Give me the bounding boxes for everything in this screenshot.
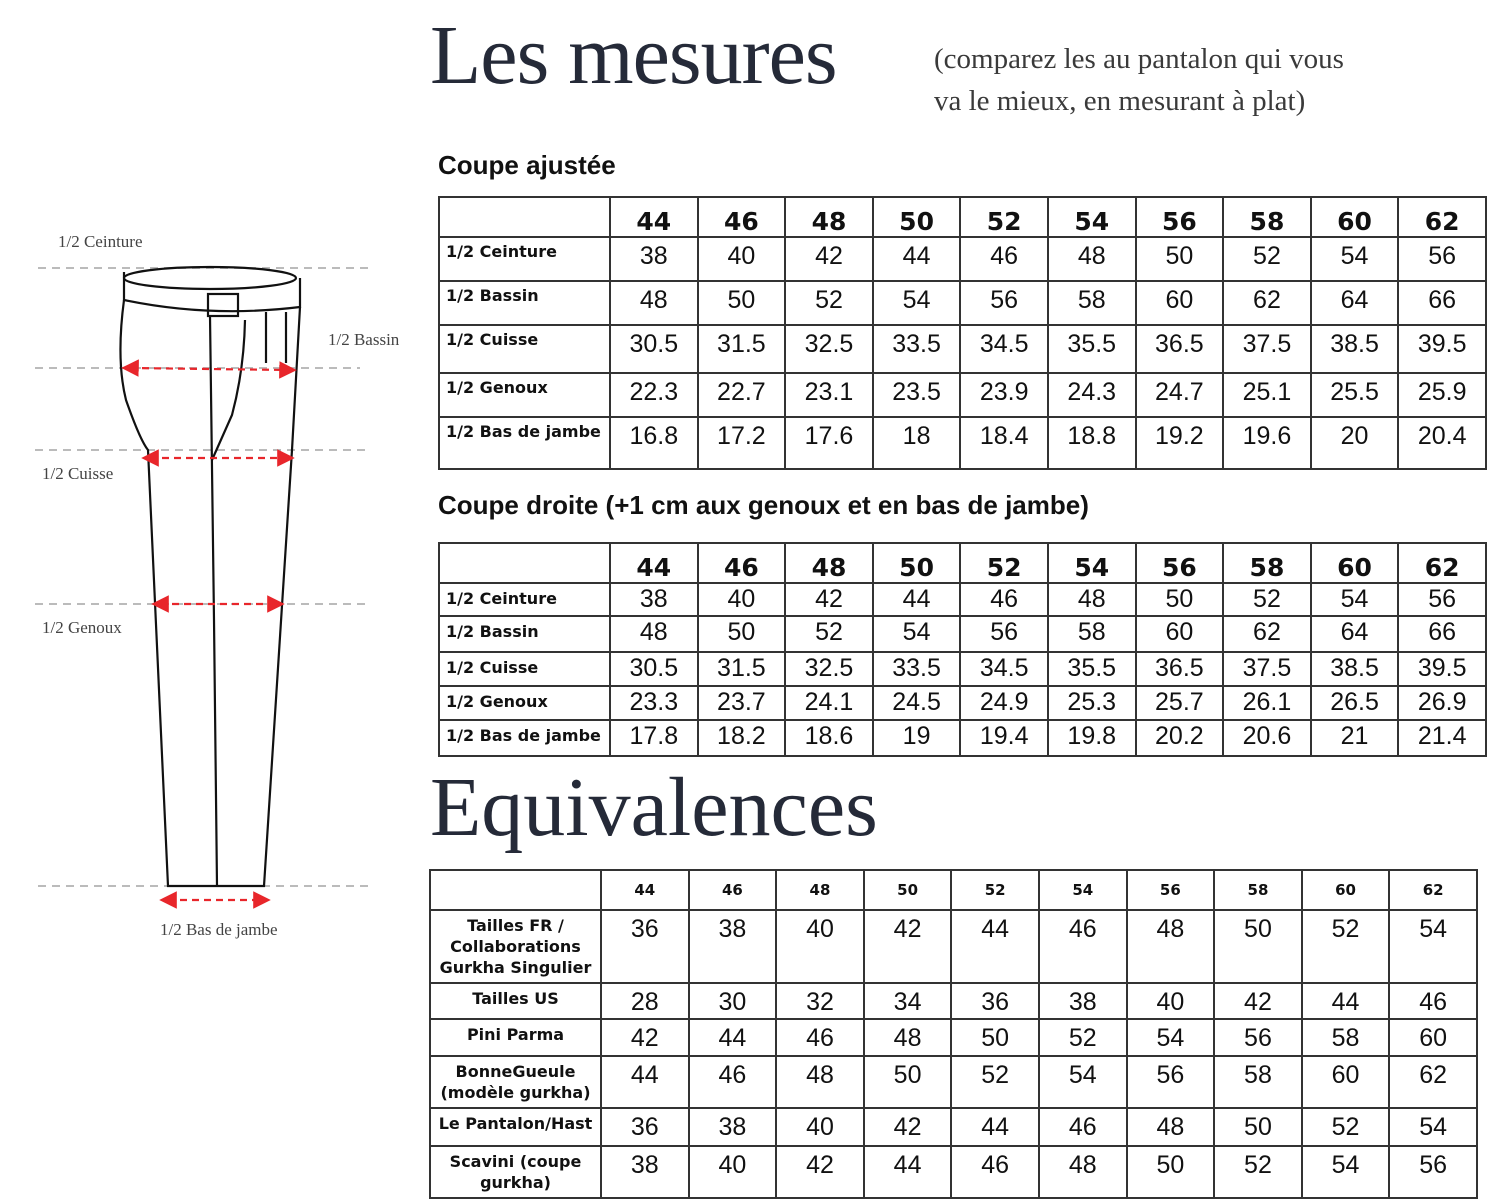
size-header: 54	[1048, 543, 1136, 583]
table-cell: 25.1	[1223, 373, 1311, 417]
table-cell: 44	[873, 583, 961, 616]
table-cell: 17.6	[785, 417, 873, 469]
size-header: 52	[951, 870, 1039, 910]
table-cell: 38	[689, 910, 777, 983]
table-cell: 18.8	[1048, 417, 1136, 469]
equivalences-title: Equivalences	[430, 761, 878, 854]
row-label: 1/2 Ceinture	[439, 583, 610, 616]
table-cell: 30	[689, 983, 777, 1019]
table-cell: 52	[1302, 1108, 1390, 1146]
table-cell: 44	[1302, 983, 1390, 1019]
table-cell: 48	[1039, 1146, 1127, 1198]
table-cell: 36	[601, 1108, 689, 1146]
size-header: 62	[1398, 543, 1486, 583]
label-bas-de-jambe: 1/2 Bas de jambe	[160, 920, 278, 939]
page-title: Les mesures	[430, 9, 837, 102]
table-cell: 32.5	[785, 325, 873, 373]
table-cell: 25.3	[1048, 686, 1136, 720]
table-cell: 25.9	[1398, 373, 1486, 417]
table-row	[430, 1108, 1477, 1146]
size-header: 60	[1311, 197, 1399, 237]
table-cell: 38	[610, 237, 698, 281]
section-title-ajustee: Coupe ajustée	[438, 150, 616, 180]
table-cell: 56	[1214, 1019, 1302, 1056]
table-cell: 48	[610, 616, 698, 652]
table-cell: 20.2	[1136, 720, 1224, 756]
table-equivalences	[429, 869, 1478, 1199]
size-header: 50	[873, 197, 961, 237]
measure-arrows	[130, 368, 288, 900]
table-cell: 25.5	[1311, 373, 1399, 417]
page-subtitle: (comparez les au pantalon qui vous va le mieux, en mesurant à plat)	[934, 43, 1344, 117]
size-header: 52	[960, 543, 1048, 583]
table-cell: 50	[1127, 1146, 1215, 1198]
size-header: 50	[873, 543, 961, 583]
table-row	[439, 616, 1486, 652]
table-cell: 36	[951, 983, 1039, 1019]
table-cell: 42	[1214, 983, 1302, 1019]
table-cell: 44	[601, 1056, 689, 1108]
table-cell: 40	[698, 237, 786, 281]
row-label: 1/2 Cuisse	[439, 325, 610, 373]
table-cell: 54	[1311, 583, 1399, 616]
table-cell: 36.5	[1136, 652, 1224, 686]
table-cell: 40	[776, 910, 864, 983]
table-row	[439, 373, 1486, 417]
table-cell: 50	[1214, 1108, 1302, 1146]
table-cell: 48	[1048, 237, 1136, 281]
table-cell: 44	[951, 1108, 1039, 1146]
table-cell: 24.9	[960, 686, 1048, 720]
table-cell: 24.1	[785, 686, 873, 720]
table-cell: 37.5	[1223, 325, 1311, 373]
table-cell: 20.4	[1398, 417, 1486, 469]
table-cell: 44	[864, 1146, 952, 1198]
table-cell: 54	[1302, 1146, 1390, 1198]
table-cell: 60	[1136, 281, 1224, 325]
table-cell: 58	[1214, 1056, 1302, 1108]
size-header: 54	[1039, 870, 1127, 910]
table-row	[439, 281, 1486, 325]
corner-cell	[430, 870, 601, 910]
table-cell: 64	[1311, 616, 1399, 652]
table-cell: 48	[610, 281, 698, 325]
trouser-outline	[120, 267, 300, 886]
table-cell: 18.4	[960, 417, 1048, 469]
table-cell: 23.7	[698, 686, 786, 720]
size-header: 60	[1311, 543, 1399, 583]
table-row	[430, 1019, 1477, 1056]
table-cell: 44	[873, 237, 961, 281]
table-cell: 50	[951, 1019, 1039, 1056]
table-cell: 64	[1311, 281, 1399, 325]
table-cell: 48	[1127, 910, 1215, 983]
size-header: 48	[776, 870, 864, 910]
row-label: 1/2 Ceinture	[439, 237, 610, 281]
table-row	[439, 652, 1486, 686]
table-cell: 46	[960, 237, 1048, 281]
table-cell: 24.3	[1048, 373, 1136, 417]
size-header: 46	[698, 543, 786, 583]
size-header: 54	[1048, 197, 1136, 237]
table-cell: 48	[1127, 1108, 1215, 1146]
table-cell: 42	[785, 237, 873, 281]
table-cell: 40	[698, 583, 786, 616]
trouser-diagram	[0, 200, 420, 960]
table-cell: 52	[1302, 910, 1390, 983]
table-cell: 38	[1039, 983, 1127, 1019]
row-label: Tailles FR / Collaborations Gurkha Singulier	[430, 910, 601, 983]
table-cell: 18.6	[785, 720, 873, 756]
table-cell: 21.4	[1398, 720, 1486, 756]
row-label: 1/2 Bassin	[439, 616, 610, 652]
table-cell: 58	[1302, 1019, 1390, 1056]
table-cell: 46	[960, 583, 1048, 616]
table-cell: 26.9	[1398, 686, 1486, 720]
table-cell: 20	[1311, 417, 1399, 469]
table-cell: 46	[1039, 910, 1127, 983]
table-cell: 54	[1039, 1056, 1127, 1108]
table-cell: 23.1	[785, 373, 873, 417]
table-cell: 31.5	[698, 325, 786, 373]
table-cell: 36	[601, 910, 689, 983]
table-cell: 56	[1398, 583, 1486, 616]
table-cell: 52	[1214, 1146, 1302, 1198]
table-cell: 56	[1127, 1056, 1215, 1108]
table-cell: 42	[864, 1108, 952, 1146]
table-cell: 54	[1389, 1108, 1477, 1146]
table-cell: 32	[776, 983, 864, 1019]
corner-cell	[439, 543, 610, 583]
size-header: 44	[610, 197, 698, 237]
row-label: Le Pantalon/Hast	[430, 1108, 601, 1146]
table-cell: 50	[1136, 583, 1224, 616]
table-cell: 18.2	[698, 720, 786, 756]
table-cell: 52	[1223, 583, 1311, 616]
table-cell: 42	[864, 910, 952, 983]
table-cell: 58	[1048, 281, 1136, 325]
size-header: 44	[610, 543, 698, 583]
table-row	[430, 1056, 1477, 1108]
table-cell: 46	[1389, 983, 1477, 1019]
row-label: 1/2 Cuisse	[439, 652, 610, 686]
label-ceinture: 1/2 Ceinture	[58, 232, 143, 251]
table-cell: 54	[873, 616, 961, 652]
table-cell: 40	[689, 1146, 777, 1198]
size-header: 62	[1398, 197, 1486, 237]
table-cell: 52	[785, 616, 873, 652]
table-cell: 38.5	[1311, 325, 1399, 373]
table-cell: 50	[698, 616, 786, 652]
table-cell: 44	[951, 910, 1039, 983]
table-cell: 17.8	[610, 720, 698, 756]
table-cell: 39.5	[1398, 325, 1486, 373]
table-cell: 38	[689, 1108, 777, 1146]
row-label: 1/2 Genoux	[439, 373, 610, 417]
table-row	[430, 910, 1477, 983]
table-cell: 30.5	[610, 325, 698, 373]
table-cell: 17.2	[698, 417, 786, 469]
table-cell: 42	[776, 1146, 864, 1198]
table-cell: 28	[601, 983, 689, 1019]
table-cell: 35.5	[1048, 652, 1136, 686]
size-header: 56	[1127, 870, 1215, 910]
table-row	[439, 583, 1486, 616]
table-row	[430, 983, 1477, 1019]
header-row	[439, 543, 1486, 583]
table-cell: 56	[1389, 1146, 1477, 1198]
table-row	[439, 325, 1486, 373]
table-cell: 26.5	[1311, 686, 1399, 720]
label-cuisse: 1/2 Cuisse	[42, 464, 114, 483]
table-row	[439, 237, 1486, 281]
table-cell: 38.5	[1311, 652, 1399, 686]
table-cell: 62	[1223, 616, 1311, 652]
table-cell: 48	[776, 1056, 864, 1108]
size-header: 48	[785, 543, 873, 583]
table-cell: 50	[1136, 237, 1224, 281]
table-cell: 50	[1214, 910, 1302, 983]
table-cell: 23.3	[610, 686, 698, 720]
size-header: 46	[689, 870, 777, 910]
table-cell: 52	[785, 281, 873, 325]
row-label: BonneGueule (modèle gurkha)	[430, 1056, 601, 1108]
table-row	[430, 1146, 1477, 1198]
table-cell: 38	[610, 583, 698, 616]
table-cell: 24.5	[873, 686, 961, 720]
table-cell: 39.5	[1398, 652, 1486, 686]
table-cell: 56	[960, 281, 1048, 325]
table-row	[439, 720, 1486, 756]
section-title-droite: Coupe droite (+1 cm aux genoux et en bas de jambe)	[438, 490, 1089, 520]
table-cell: 42	[601, 1019, 689, 1056]
table-cell: 33.5	[873, 652, 961, 686]
table-cell: 34.5	[960, 652, 1048, 686]
table-cell: 36.5	[1136, 325, 1224, 373]
header-row	[439, 197, 1486, 237]
table-cell: 16.8	[610, 417, 698, 469]
table-cell: 34	[864, 983, 952, 1019]
table-cell: 35.5	[1048, 325, 1136, 373]
size-header: 62	[1389, 870, 1477, 910]
table-cell: 19	[873, 720, 961, 756]
row-label: Scavini (coupe gurkha)	[430, 1146, 601, 1198]
table-cell: 19.2	[1136, 417, 1224, 469]
table-cell: 46	[951, 1146, 1039, 1198]
table-cell: 54	[1311, 237, 1399, 281]
table-cell: 50	[864, 1056, 952, 1108]
table-cell: 32.5	[785, 652, 873, 686]
table-cell: 34.5	[960, 325, 1048, 373]
row-label: 1/2 Bassin	[439, 281, 610, 325]
table-cell: 42	[785, 583, 873, 616]
table-cell: 40	[1127, 983, 1215, 1019]
table-cell: 60	[1136, 616, 1224, 652]
table-cell: 30.5	[610, 652, 698, 686]
table-cell: 52	[1223, 237, 1311, 281]
size-header: 58	[1223, 197, 1311, 237]
size-header: 44	[601, 870, 689, 910]
table-cell: 25.7	[1136, 686, 1224, 720]
table-droite	[438, 542, 1487, 757]
table-cell: 26.1	[1223, 686, 1311, 720]
table-cell: 66	[1398, 616, 1486, 652]
guide-lines	[35, 268, 368, 886]
table-cell: 60	[1302, 1056, 1390, 1108]
table-cell: 19.6	[1223, 417, 1311, 469]
table-cell: 48	[1048, 583, 1136, 616]
size-header: 56	[1136, 197, 1224, 237]
table-cell: 56	[1398, 237, 1486, 281]
row-label: Pini Parma	[430, 1019, 601, 1056]
table-cell: 54	[1127, 1019, 1215, 1056]
size-header: 58	[1214, 870, 1302, 910]
table-cell: 40	[776, 1108, 864, 1146]
table-cell: 44	[689, 1019, 777, 1056]
table-cell: 50	[698, 281, 786, 325]
table-cell: 62	[1389, 1056, 1477, 1108]
table-cell: 54	[1389, 910, 1477, 983]
size-header: 52	[960, 197, 1048, 237]
table-cell: 66	[1398, 281, 1486, 325]
table-cell: 23.5	[873, 373, 961, 417]
table-cell: 21	[1311, 720, 1399, 756]
table-cell: 46	[776, 1019, 864, 1056]
table-cell: 18	[873, 417, 961, 469]
row-label: 1/2 Genoux	[439, 686, 610, 720]
table-row	[439, 417, 1486, 469]
table-cell: 37.5	[1223, 652, 1311, 686]
table-cell: 19.8	[1048, 720, 1136, 756]
table-cell: 46	[689, 1056, 777, 1108]
table-cell: 48	[864, 1019, 952, 1056]
corner-cell	[439, 197, 610, 237]
size-header: 50	[864, 870, 952, 910]
table-cell: 33.5	[873, 325, 961, 373]
table-cell: 22.3	[610, 373, 698, 417]
table-cell: 24.7	[1136, 373, 1224, 417]
table-cell: 58	[1048, 616, 1136, 652]
row-label: 1/2 Bas de jambe	[439, 417, 610, 469]
table-cell: 38	[601, 1146, 689, 1198]
table-cell: 52	[1039, 1019, 1127, 1056]
table-row	[439, 686, 1486, 720]
table-cell: 52	[951, 1056, 1039, 1108]
table-ajustee	[438, 196, 1487, 470]
table-cell: 23.9	[960, 373, 1048, 417]
table-cell: 60	[1389, 1019, 1477, 1056]
size-header: 46	[698, 197, 786, 237]
row-label: Tailles US	[430, 983, 601, 1019]
label-bassin: 1/2 Bassin	[328, 330, 400, 349]
label-genoux: 1/2 Genoux	[42, 618, 122, 637]
trouser-illustration	[0, 200, 420, 960]
table-cell: 62	[1223, 281, 1311, 325]
row-label: 1/2 Bas de jambe	[439, 720, 610, 756]
size-header: 58	[1223, 543, 1311, 583]
header-row	[430, 870, 1477, 910]
table-cell: 54	[873, 281, 961, 325]
size-header: 56	[1136, 543, 1224, 583]
table-cell: 20.6	[1223, 720, 1311, 756]
table-cell: 46	[1039, 1108, 1127, 1146]
table-cell: 19.4	[960, 720, 1048, 756]
size-header: 60	[1302, 870, 1390, 910]
size-header: 48	[785, 197, 873, 237]
table-cell: 56	[960, 616, 1048, 652]
table-cell: 22.7	[698, 373, 786, 417]
table-cell: 31.5	[698, 652, 786, 686]
